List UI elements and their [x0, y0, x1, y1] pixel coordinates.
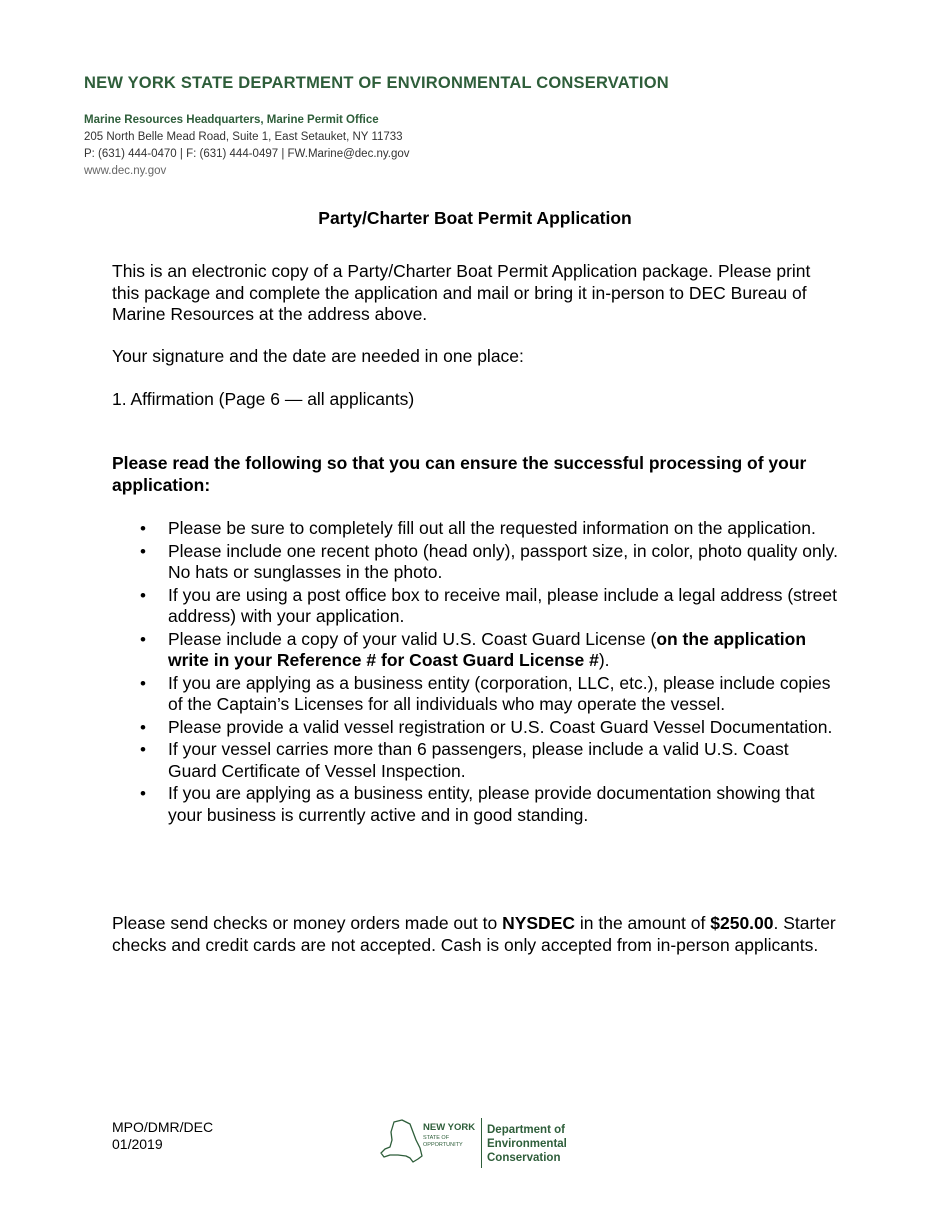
form-date: 01/2019 — [112, 1136, 163, 1152]
dec-logo-line: Conservation — [487, 1152, 561, 1164]
office-contact: P: (631) 444-0470 | F: (631) 444-0497 | FW.Marine@dec.ny.gov — [84, 148, 410, 160]
list-item: • If you are applying as a business entity (corporation, LLC, etc.), please include copies of the Captain’s Licenses for all individuals who may operate the vessel. — [112, 673, 842, 716]
payment-text: in the amount of — [575, 913, 711, 933]
dec-logo-line: Environmental — [487, 1138, 567, 1150]
agency-name: NEW YORK STATE DEPARTMENT OF ENVIRONMENTAL CONSERVATION — [84, 74, 669, 92]
payment-payee: NYSDEC — [502, 913, 576, 933]
form-code-block — [112, 1119, 213, 1153]
payment-amount: $250.00 — [710, 913, 774, 933]
form-code: MPO/DMR/DEC — [112, 1119, 214, 1135]
office-address: 205 North Belle Mead Road, Suite 1, East Setauket, NY 11733 — [84, 131, 403, 143]
dec-logo-line: Department of — [487, 1124, 565, 1136]
office-block — [84, 112, 410, 180]
office-website: www.dec.ny.gov — [84, 165, 167, 177]
intro-paragraph: This is an electronic copy of a Party/Charter Boat Permit Application package. Please print this package and complete the application and mail or bring it in-person to DEC Bureau of Marine Resources at the address above. — [112, 261, 811, 324]
list-item-text: ). — [598, 650, 610, 670]
list-item: • Please be sure to completely fill out all the requested information on the application. — [112, 518, 842, 540]
list-item: • Please include one recent photo (head only), passport size, in color, photo quality only. No hats or sunglasses in the photo. — [112, 541, 842, 584]
payment-text: . Starter checks and credit cards are not accepted. Cash is only accepted from in-person applicants. — [112, 913, 836, 955]
dec-logo-text — [487, 1123, 567, 1165]
office-name: Marine Resources Headquarters, Marine Permit Office — [84, 114, 379, 126]
ny-state-outline-icon — [380, 1118, 424, 1164]
ny-logo-title: NEW YORK — [423, 1122, 476, 1133]
list-item: • Please provide a valid vessel registration or U.S. Coast Guard Vessel Documentation. — [112, 717, 842, 739]
requirements-list — [112, 518, 842, 827]
payment-paragraph — [112, 913, 842, 956]
signature-note: Your signature and the date are needed in one place: — [112, 346, 524, 366]
list-item: • If your vessel carries more than 6 passengers, please include a valid U.S. Coast Guard Certificate of Vessel Inspection. — [112, 739, 842, 782]
list-item: • If you are using a post office box to receive mail, please include a legal address (street address) with your application. — [112, 585, 842, 628]
footer-logo — [380, 1116, 580, 1170]
ny-logo-subtitle — [423, 1135, 463, 1148]
list-item-text: Please include a copy of your valid U.S. Coast Guard License ( — [168, 628, 657, 649]
list-item: • If you are applying as a business entity, please provide documentation showing that your business is currently active and in good standing. — [112, 783, 842, 826]
ny-logo-sub-line: OPPORTUNITY — [423, 1141, 463, 1148]
payment-text: Please send checks or money orders made out to — [112, 913, 503, 933]
notice-heading: Please read the following so that you can ensure the successful processing of your application: — [112, 453, 807, 495]
page-title: Party/Charter Boat Permit Application — [318, 208, 632, 228]
affirmation-item: 1. Affirmation (Page 6 — all applicants) — [112, 389, 415, 409]
list-item-bold-text: on the application write in your Reference # for Coast Guard License # — [168, 628, 807, 670]
logo-divider — [481, 1118, 482, 1168]
ny-logo-sub-line: STATE OF — [423, 1135, 450, 1141]
list-item — [112, 629, 842, 672]
